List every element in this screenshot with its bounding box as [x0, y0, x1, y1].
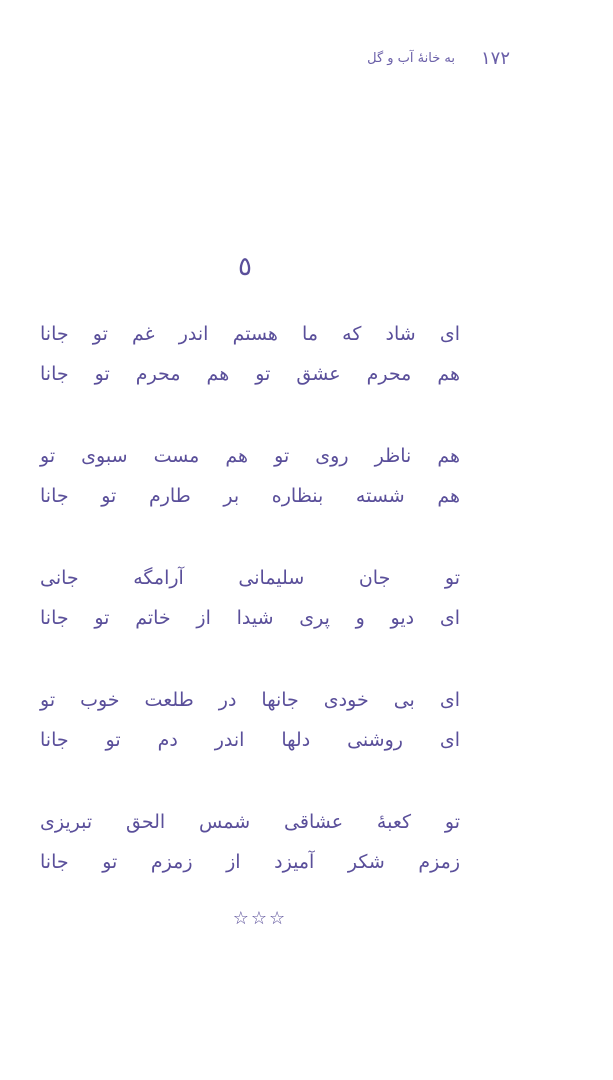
running-header — [340, 44, 510, 72]
stanza-1 — [40, 314, 460, 394]
verse-line: ای بی خودی جانها در طلعت خوب تو — [40, 689, 460, 711]
stanza-3 — [40, 558, 460, 638]
verse-line: ای روشنی دلها اندر دم تو جانا — [40, 729, 460, 751]
verse-line: هم ناظر روی تو هم مست سبوی تو — [40, 445, 460, 467]
section-number: ٥ — [238, 252, 252, 282]
stanza-4 — [40, 680, 460, 760]
poem — [40, 314, 460, 924]
verse-line: تو جان سلیمانی آرامگه جانی — [40, 567, 460, 589]
verse-line: زمزم شکر آمیزد از زمزم تو جانا — [40, 851, 460, 873]
verse-line: هم محرم عشق تو هم محرم تو جانا — [40, 363, 460, 385]
book-title: به خانهٔ آب و گل — [367, 50, 455, 66]
verse-line: تو کعبهٔ عشاقی شمس الحق تبریزی — [40, 811, 460, 833]
verse-line: ای شاد که ما هستم اندر غم تو جانا — [40, 323, 460, 345]
section-end-ornament: ☆☆☆ — [232, 908, 288, 929]
verse-line: ای دیو و پری شیدا از خاتم تو جانا — [40, 607, 460, 629]
stanza-2 — [40, 436, 460, 516]
stanza-5 — [40, 802, 460, 882]
page-number: ۱۷۲ — [480, 47, 510, 69]
verse-line: هم شسته بنظاره بر طارم تو جانا — [40, 485, 460, 507]
